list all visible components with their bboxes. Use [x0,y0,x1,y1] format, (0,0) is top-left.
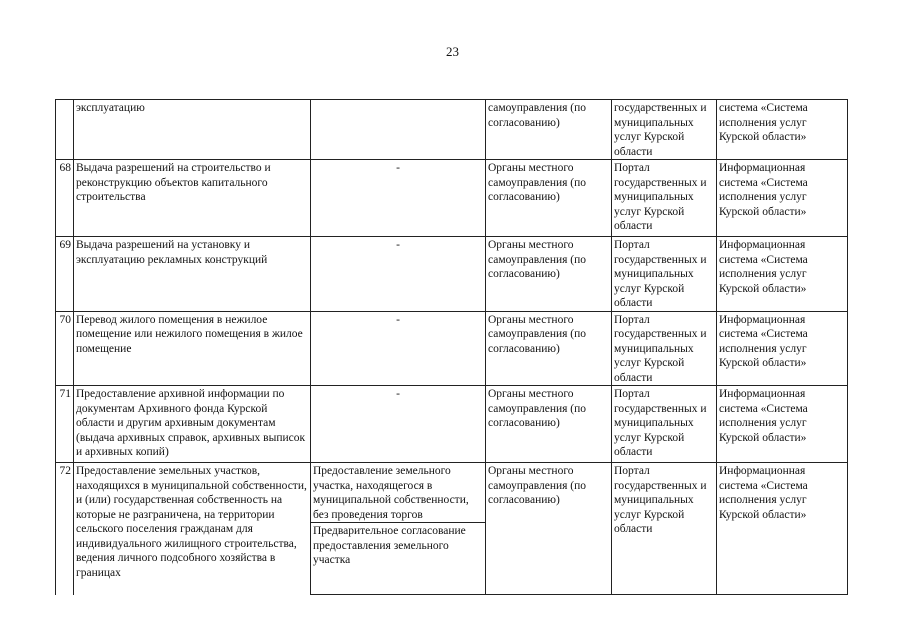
table-row [56,311,848,386]
info-system-cell: Информационная система «Система исполнения услуг Курской области» [717,160,848,237]
responsible-body: Органы местного самоуправления (по согласованию) [486,237,612,312]
portal-cell: Портал государственных и муниципальных услуг Курской области [612,386,717,463]
responsible-body: Органы местного самоуправления (по согласованию) [486,386,612,463]
subservice-item: Предварительное согласование предоставления земельного участка [313,525,466,566]
subservice-cell: - [311,237,486,312]
row-number: 72 [56,463,74,595]
row-number: 68 [56,160,74,237]
info-system-cell: Информационная система «Система исполнения услуг Курской области» [717,311,848,386]
row-number: 69 [56,237,74,312]
info-system-cell: Информационная система «Система исполнения услуг Курской области» [717,386,848,463]
row-number: 70 [56,311,74,386]
row-number: 71 [56,386,74,463]
table-row [56,160,848,237]
responsible-body: самоуправления (по согласованию) [486,100,612,160]
service-name: Предоставление земельных участков, находящихся в муниципальной собственности, и (или) государственная собственность на которые не разграничена, на территории сельского поселения гражданам для индивидуального жилищного строительства, ведения личного подсобного хозяйства в границах [74,463,311,595]
responsible-body: Органы местного самоуправления (по согласованию) [486,463,612,595]
subservice-item: Предоставление земельного участка, находящегося в муниципальной собственности, без проведения торгов [311,463,485,523]
info-system-cell: система «Система исполнения услуг Курской области» [717,100,848,160]
info-system-cell: Информационная система «Система исполнения услуг Курской области» [717,463,848,595]
subservice-cell: - [311,311,486,386]
responsible-body: Органы местного самоуправления (по согласованию) [486,311,612,386]
table-row [56,463,848,595]
portal-cell: Портал государственных и муниципальных услуг Курской области [612,463,717,595]
portal-cell: Портал государственных и муниципальных услуг Курской области [612,160,717,237]
responsible-body: Органы местного самоуправления (по согласованию) [486,160,612,237]
subservice-list [311,463,485,568]
page-number: 23 [446,44,459,59]
info-system-cell: Информационная система «Система исполнения услуг Курской области» [717,237,848,312]
services-table [55,99,848,595]
row-number [56,100,74,160]
service-name: Предоставление архивной информации по документам Архивного фонда Курской области и другим архивным документам (выдача архивных справок, архивных выписок и архивных копий) [74,386,311,463]
table-row [56,237,848,312]
subservice-cell: - [311,386,486,463]
portal-cell: Портал государственных и муниципальных услуг Курской области [612,237,717,312]
subservice-cell [311,100,486,160]
portal-cell: Портал государственных и муниципальных услуг Курской области [612,311,717,386]
service-name: Выдача разрешений на строительство и реконструкцию объектов капитального строительства [74,160,311,237]
subservice-cell [311,463,486,595]
table-row [56,100,848,160]
portal-cell: государственных и муниципальных услуг Курской области [612,100,717,160]
service-name: Перевод жилого помещения в нежилое помещение или нежилого помещения в жилое помещение [74,311,311,386]
table-row [56,386,848,463]
service-name: эксплуатацию [74,100,311,160]
subservice-cell: - [311,160,486,237]
service-name: Выдача разрешений на установку и эксплуатацию рекламных конструкций [74,237,311,312]
